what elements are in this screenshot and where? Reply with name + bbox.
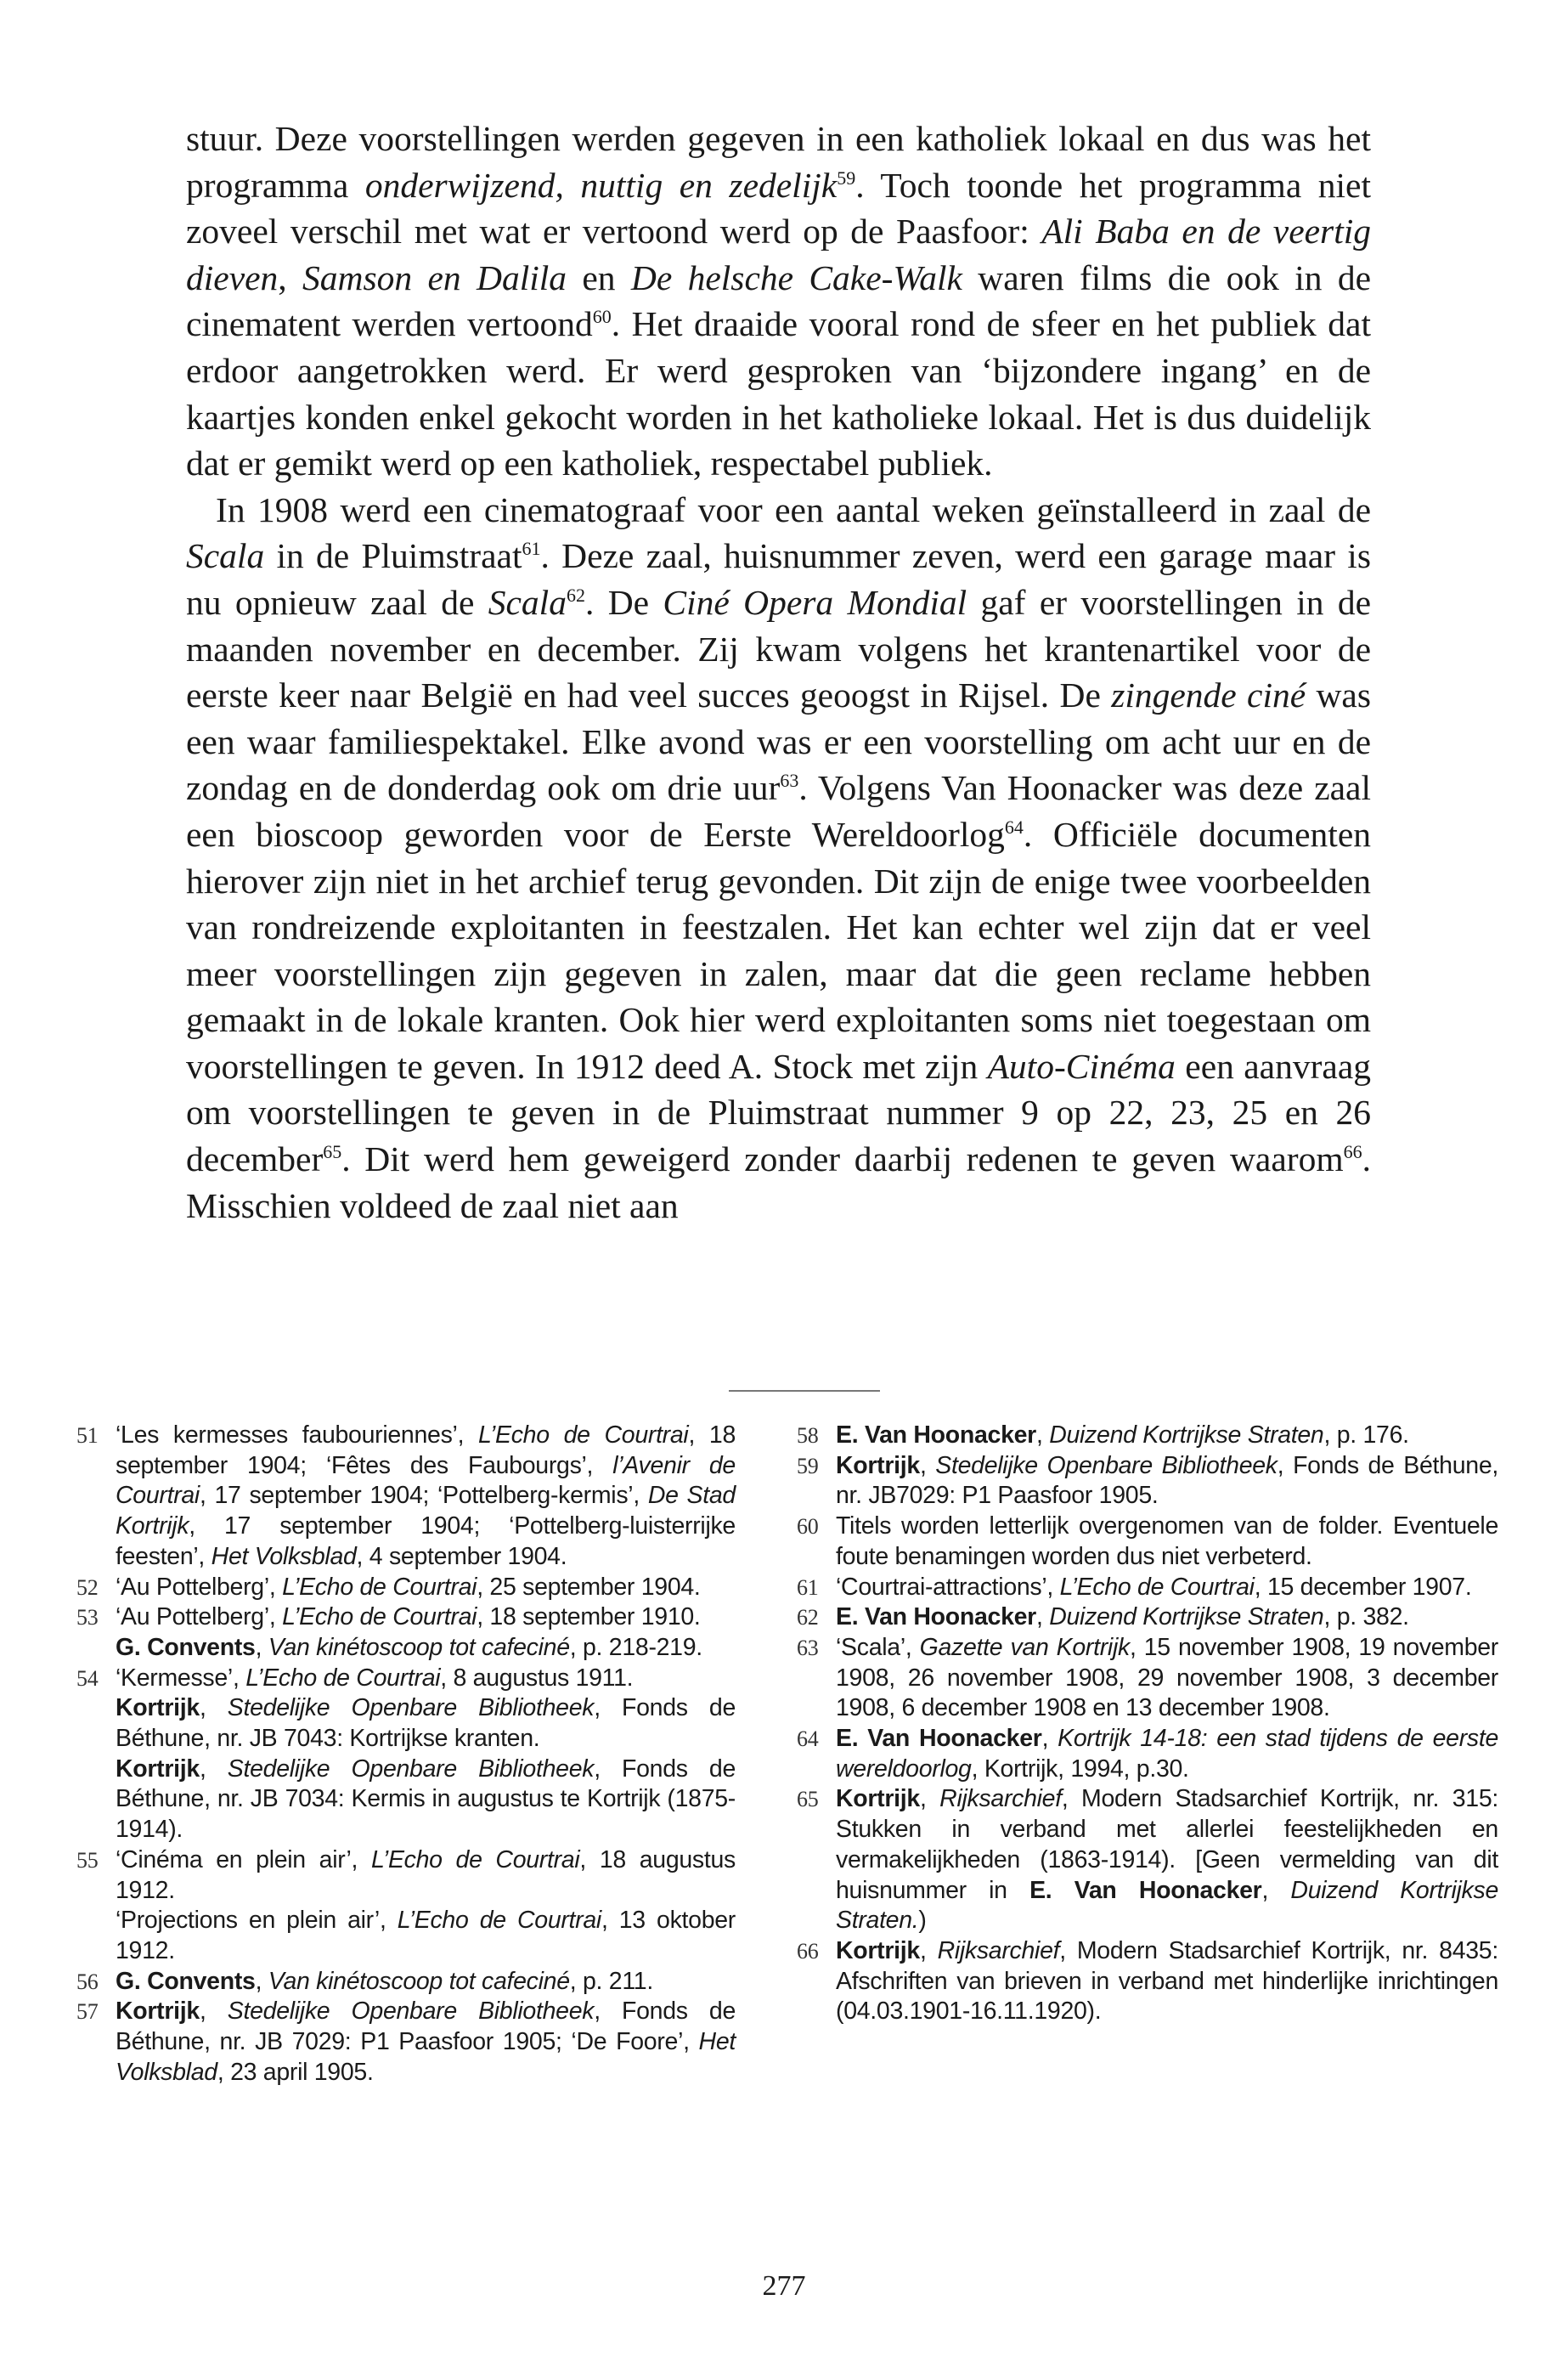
footnote-number: 57 [76,1999,99,2025]
italic-text: Ciné Opera Mondial [663,582,967,622]
footnote-55 [76,1845,736,1967]
page-number: 277 [762,2270,806,2302]
footnote-text: ‘Cinéma en plein air’, L’Echo de Courtrai, 18 augustus 1912. ‘Projections en plein air’, L’Echo de Courtrai, 13 oktober 1912. [116,1845,736,1964]
footnotes-right-column [797,1421,1498,2027]
footnote-number: 51 [76,1423,99,1448]
footnote-63 [797,1633,1498,1724]
footnote-text: E. Van Hoonacker, Kortrijk 14-18: een stad tijdens de eerste wereldoorlog, Kortrijk, 1994, p.30. [836,1725,1498,1783]
footnote-51 [76,1421,736,1573]
italic-text: zingende ciné [1111,675,1306,715]
footnote-58 [797,1421,1498,1451]
footnote-divider [729,1390,880,1392]
text-run: , [278,257,303,297]
text-run: een aanvraag om voorstellingen te geven in de Pluimstraat nummer 9 op 22, 23, 25 en 26 december [186,1046,1371,1179]
text-run: . Misschien voldeed de zaal niet aan [186,1139,1371,1225]
footnote-number: 55 [76,1847,99,1873]
footnote-text: E. Van Hoonacker, Duizend Kortrijkse Straten, p. 382. [836,1603,1409,1631]
footnote-number: 54 [76,1665,99,1691]
footnote-text: ‘Les kermesses faubouriennes’, L’Echo de Courtrai, 18 september 1904; ‘Fêtes des Faubourgs’, l’Avenir de Courtrai, 17 september 1904; ‘Pottelberg-kermis’, De Stad Kortrijk, 17 september 1904; ‘Pottelberg-luisterrijke feesten’, Het Volksblad, 4 september 1904. [116,1421,736,1570]
text-run: . Deze zaal, huisnummer zeven, werd een garage maar is nu opnieuw zaal de [186,536,1371,622]
footnote-text: ‘Au Pottelberg’, L’Echo de Courtrai, 25 september 1904. [116,1573,701,1601]
text-run: in de Pluimstraat [264,536,522,576]
footnote-number: 53 [76,1605,99,1630]
footnote-text: Kortrijk, Rijksarchief, Modern Stadsarchief Kortrijk, nr. 8435: Afschriften van brieven in verband met hinderlijke inrichtingen (04.03.1901-16.11.1920). [836,1936,1498,2026]
footnote-66 [797,1936,1498,2027]
text-run: . Officiële documenten hierover zijn niet in het archief terug gevonden. Dit zijn de enige twee voorbeelden van rondreizende exploitanten in feestzalen. Het kan echter wel zijn dat er veel meer voorstellingen zijn gegeven in zalen, maar dat die geen reclame hebben gemaakt in de lokale kranten. Ook hier werd exploitanten soms niet toegestaan om voorstellingen te geven. In 1912 deed A. Stock met zijn [186,814,1372,1086]
footnote-61 [797,1573,1498,1603]
footnote-ref-62[interactable]: 62 [566,585,585,607]
footnote-number: 62 [797,1605,819,1630]
film-title: Ali Baba en de veertig dieven [186,212,1372,297]
footnote-65 [797,1784,1498,1936]
footnotes-left-column [76,1421,736,2088]
footnote-number: 58 [797,1423,819,1448]
footnote-54 [76,1664,736,1845]
footnote-52 [76,1573,736,1603]
footnote-ref-59[interactable]: 59 [837,167,856,189]
footnote-text: Kortrijk, Rijksarchief, Modern Stadsarchief Kortrijk, nr. 315: Stukken in verband met allerlei feestelijkheden en vermakelijkheden (1863-1914). [Geen vermelding van dit huisnummer in E. Van Hoonacker, Duizend Kortrijkse Straten.) [836,1785,1498,1935]
footnote-number: 52 [76,1574,99,1600]
text-run: . Dit werd hem geweigerd zonder daarbij redenen te geven waarom [341,1139,1344,1179]
footnote-text: ‘Scala’, Gazette van Kortrijk, 15 november 1908, 19 november 1908, 26 november 1908, 29 november 1908, 3 december 1908, 6 december 1908 en 13 december 1908. [836,1633,1498,1722]
footnote-ref-66[interactable]: 66 [1343,1141,1362,1163]
italic-text: Scala [488,582,567,622]
main-text [186,116,1371,1229]
footnote-text: ‘Courtrai-attractions’, L’Echo de Courtrai, 15 december 1907. [836,1573,1472,1601]
italic-text: Auto-Cinéma [987,1046,1176,1086]
footnote-53 [76,1602,736,1663]
film-title: Samson en Dalila [302,257,567,297]
text-run: . Toch toonde het programma niet zoveel verschil met wat er vertoond werd op de Paasfoor: [186,165,1372,251]
text-run: In 1908 werd een cinematograaf voor een aantal weken geïnstalleerd in zaal de [216,489,1371,529]
text-run: gaf er voorstellingen in de maanden november en december. Zij kwam volgens het krantenartikel voor de eerste keer naar België en had veel succes geoogst in Rijsel. De [186,582,1371,715]
footnote-59 [797,1451,1498,1512]
footnote-56 [76,1967,736,1998]
paragraph-1 [186,116,1371,487]
text-run: waren films die ook in de cinematent werden vertoond [186,257,1372,344]
footnote-ref-63[interactable]: 63 [780,770,799,792]
text-run: . Het draaide vooral rond de sfeer en het publiek dat erdoor aangetrokken werd. Er werd gesproken van ‘bijzondere ingang’ en de kaartjes konden enkel gekocht worden in het katholieke lokaal. Het is dus duidelijk dat er gemikt werd op een katholiek, respectabel publiek. [186,304,1372,483]
film-title: De helsche Cake-Walk [630,257,962,297]
footnote-ref-65[interactable]: 65 [323,1141,342,1163]
text-run: . De [584,582,663,622]
text-run: stuur. Deze voorstellingen werden gegeven in een katholiek lokaal en dus was het programma [186,119,1371,205]
text-run: was een waar familiespektakel. Elke avond was er een voorstelling om acht uur en de zondag en de donderdag ook om drie uur [186,675,1371,808]
footnote-ref-64[interactable]: 64 [1004,817,1024,839]
footnote-text: Kortrijk, Stedelijke Openbare Bibliotheek, Fonds de Béthune, nr. JB 7029: P1 Paasfoor 1905; ‘De Foore’, Het Volksblad, 23 april 1905. [116,1998,736,2086]
footnote-text: ‘Kermesse’, L’Echo de Courtrai, 8 augustus 1911. Kortrijk, Stedelijke Openbare Bibliotheek, Fonds de Béthune, nr. JB 7043: Kortrijkse kranten. Kortrijk, Stedelijke Openbare Bibliotheek, Fonds de Béthune, nr. JB 7034: Kermis in augustus te Kortrijk (1875-1914). [116,1664,736,1844]
italic-text: onderwijzend, nuttig en zedelijk [364,165,838,205]
footnote-text: E. Van Hoonacker, Duizend Kortrijkse Straten, p. 176. [836,1421,1409,1449]
italic-text: Scala [186,536,265,576]
footnote-number: 61 [797,1574,819,1600]
footnote-text: ‘Au Pottelberg’, L’Echo de Courtrai, 18 september 1910. G. Convents, Van kinétoscoop tot cafeciné, p. 218-219. [116,1603,702,1661]
footnote-number: 64 [797,1726,819,1752]
footnote-number: 66 [797,1938,819,1964]
footnote-ref-60[interactable]: 60 [592,306,612,328]
footnote-64 [797,1724,1498,1784]
footnote-number: 60 [797,1514,819,1540]
footnote-62 [797,1602,1498,1633]
footnote-text: Titels worden letterlijk overgenomen van de folder. Eventuele foute benamingen worden dus niet verbeterd. [836,1512,1498,1570]
footnote-text: Kortrijk, Stedelijke Openbare Bibliotheek, Fonds de Béthune, nr. JB7029: P1 Paasfoor 1905. [836,1451,1498,1510]
footnote-57 [76,1997,736,2088]
paragraph-2 [186,487,1371,1229]
footnote-60 [797,1512,1498,1572]
text-run: en [567,257,631,297]
text-run: . Volgens Van Hoonacker was deze zaal een bioscoop geworden voor de Eerste Wereldoorlog [186,768,1371,854]
footnote-number: 56 [76,1969,99,1994]
footnote-ref-61[interactable]: 61 [522,538,541,560]
footnote-text: G. Convents, Van kinétoscoop tot cafeciné, p. 211. [116,1967,653,1995]
footnote-number: 59 [797,1453,819,1478]
footnote-number: 65 [797,1787,819,1812]
footnote-number: 63 [797,1635,819,1660]
